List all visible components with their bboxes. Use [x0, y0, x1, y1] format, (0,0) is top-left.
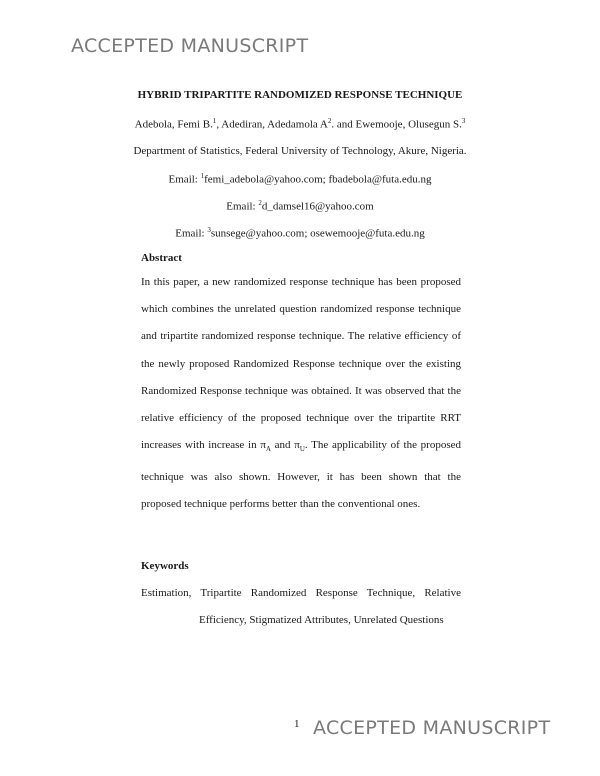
pi-a-symbol: π: [260, 439, 266, 452]
author-3: . and Ewemooje, Olusegun S.: [331, 118, 462, 131]
abstract-text-2: . The applicability of the proposed technique was also shown. However, it has been shown that the proposed technique performs better than the conventional ones.: [141, 439, 461, 510]
email-1-text[interactable]: femi_adebola@yahoo.com; fbadebola@futa.edu.ng: [204, 173, 432, 186]
email-1-sup: 1: [200, 172, 205, 180]
author-1: Adebola, Femi B.: [134, 118, 213, 131]
author-1-sup: 1: [212, 117, 217, 125]
email-2-text[interactable]: d_damsel16@yahoo.com: [261, 200, 374, 213]
email-line-2: [0, 199, 600, 213]
keywords-list: Estimation, Tripartite Randomized Response Technique, Relative Efficiency, Stigmatized Attributes, Unrelated Questions: [141, 587, 461, 626]
author-3-sup: 3: [461, 117, 466, 125]
pi-u-subscript: U: [299, 445, 305, 454]
email-1-prefix: Email:: [168, 173, 201, 186]
watermark-top: ACCEPTED MANUSCRIPT: [71, 35, 309, 57]
page-number: 1: [294, 718, 300, 730]
pi-u-symbol: π: [294, 439, 300, 452]
paper-title: HYBRID TRIPARTITE RANDOMIZED RESPONSE TECHNIQUE: [137, 89, 463, 101]
email-line-1: [0, 172, 600, 186]
abstract-body: [141, 269, 461, 518]
email-2-prefix: Email:: [226, 200, 259, 213]
email-line-3: [0, 226, 600, 240]
abstract-text-1: In this paper, a new randomized response technique has been proposed which combines the unrelated question randomized response technique and tripartite randomized response technique. The relative efficiency of the newly proposed Randomized Response technique over the existing Randomized Response technique was obtained. It was observed that the relative efficiency of the proposed technique over the tripartite RRT increases with increase in: [141, 276, 461, 452]
author-line: [0, 117, 600, 131]
watermark-bottom: ACCEPTED MANUSCRIPT: [313, 717, 551, 739]
pi-a-subscript: A: [265, 445, 271, 454]
author-2: , Adediran, Adedamola A: [216, 118, 328, 131]
and-word: and: [270, 439, 295, 452]
email-3-prefix: Email:: [175, 227, 208, 240]
email-3-text[interactable]: sunsege@yahoo.com; osewemooje@futa.edu.ng: [210, 227, 425, 240]
email-2-sup: 2: [258, 199, 262, 207]
abstract-heading: Abstract: [141, 252, 182, 264]
email-3-sup: 3: [207, 226, 211, 234]
keywords-heading: Keywords: [141, 560, 189, 572]
affiliation: Department of Statistics, Federal University of Technology, Akure, Nigeria.: [133, 145, 467, 157]
author-2-sup: 2: [327, 117, 332, 125]
